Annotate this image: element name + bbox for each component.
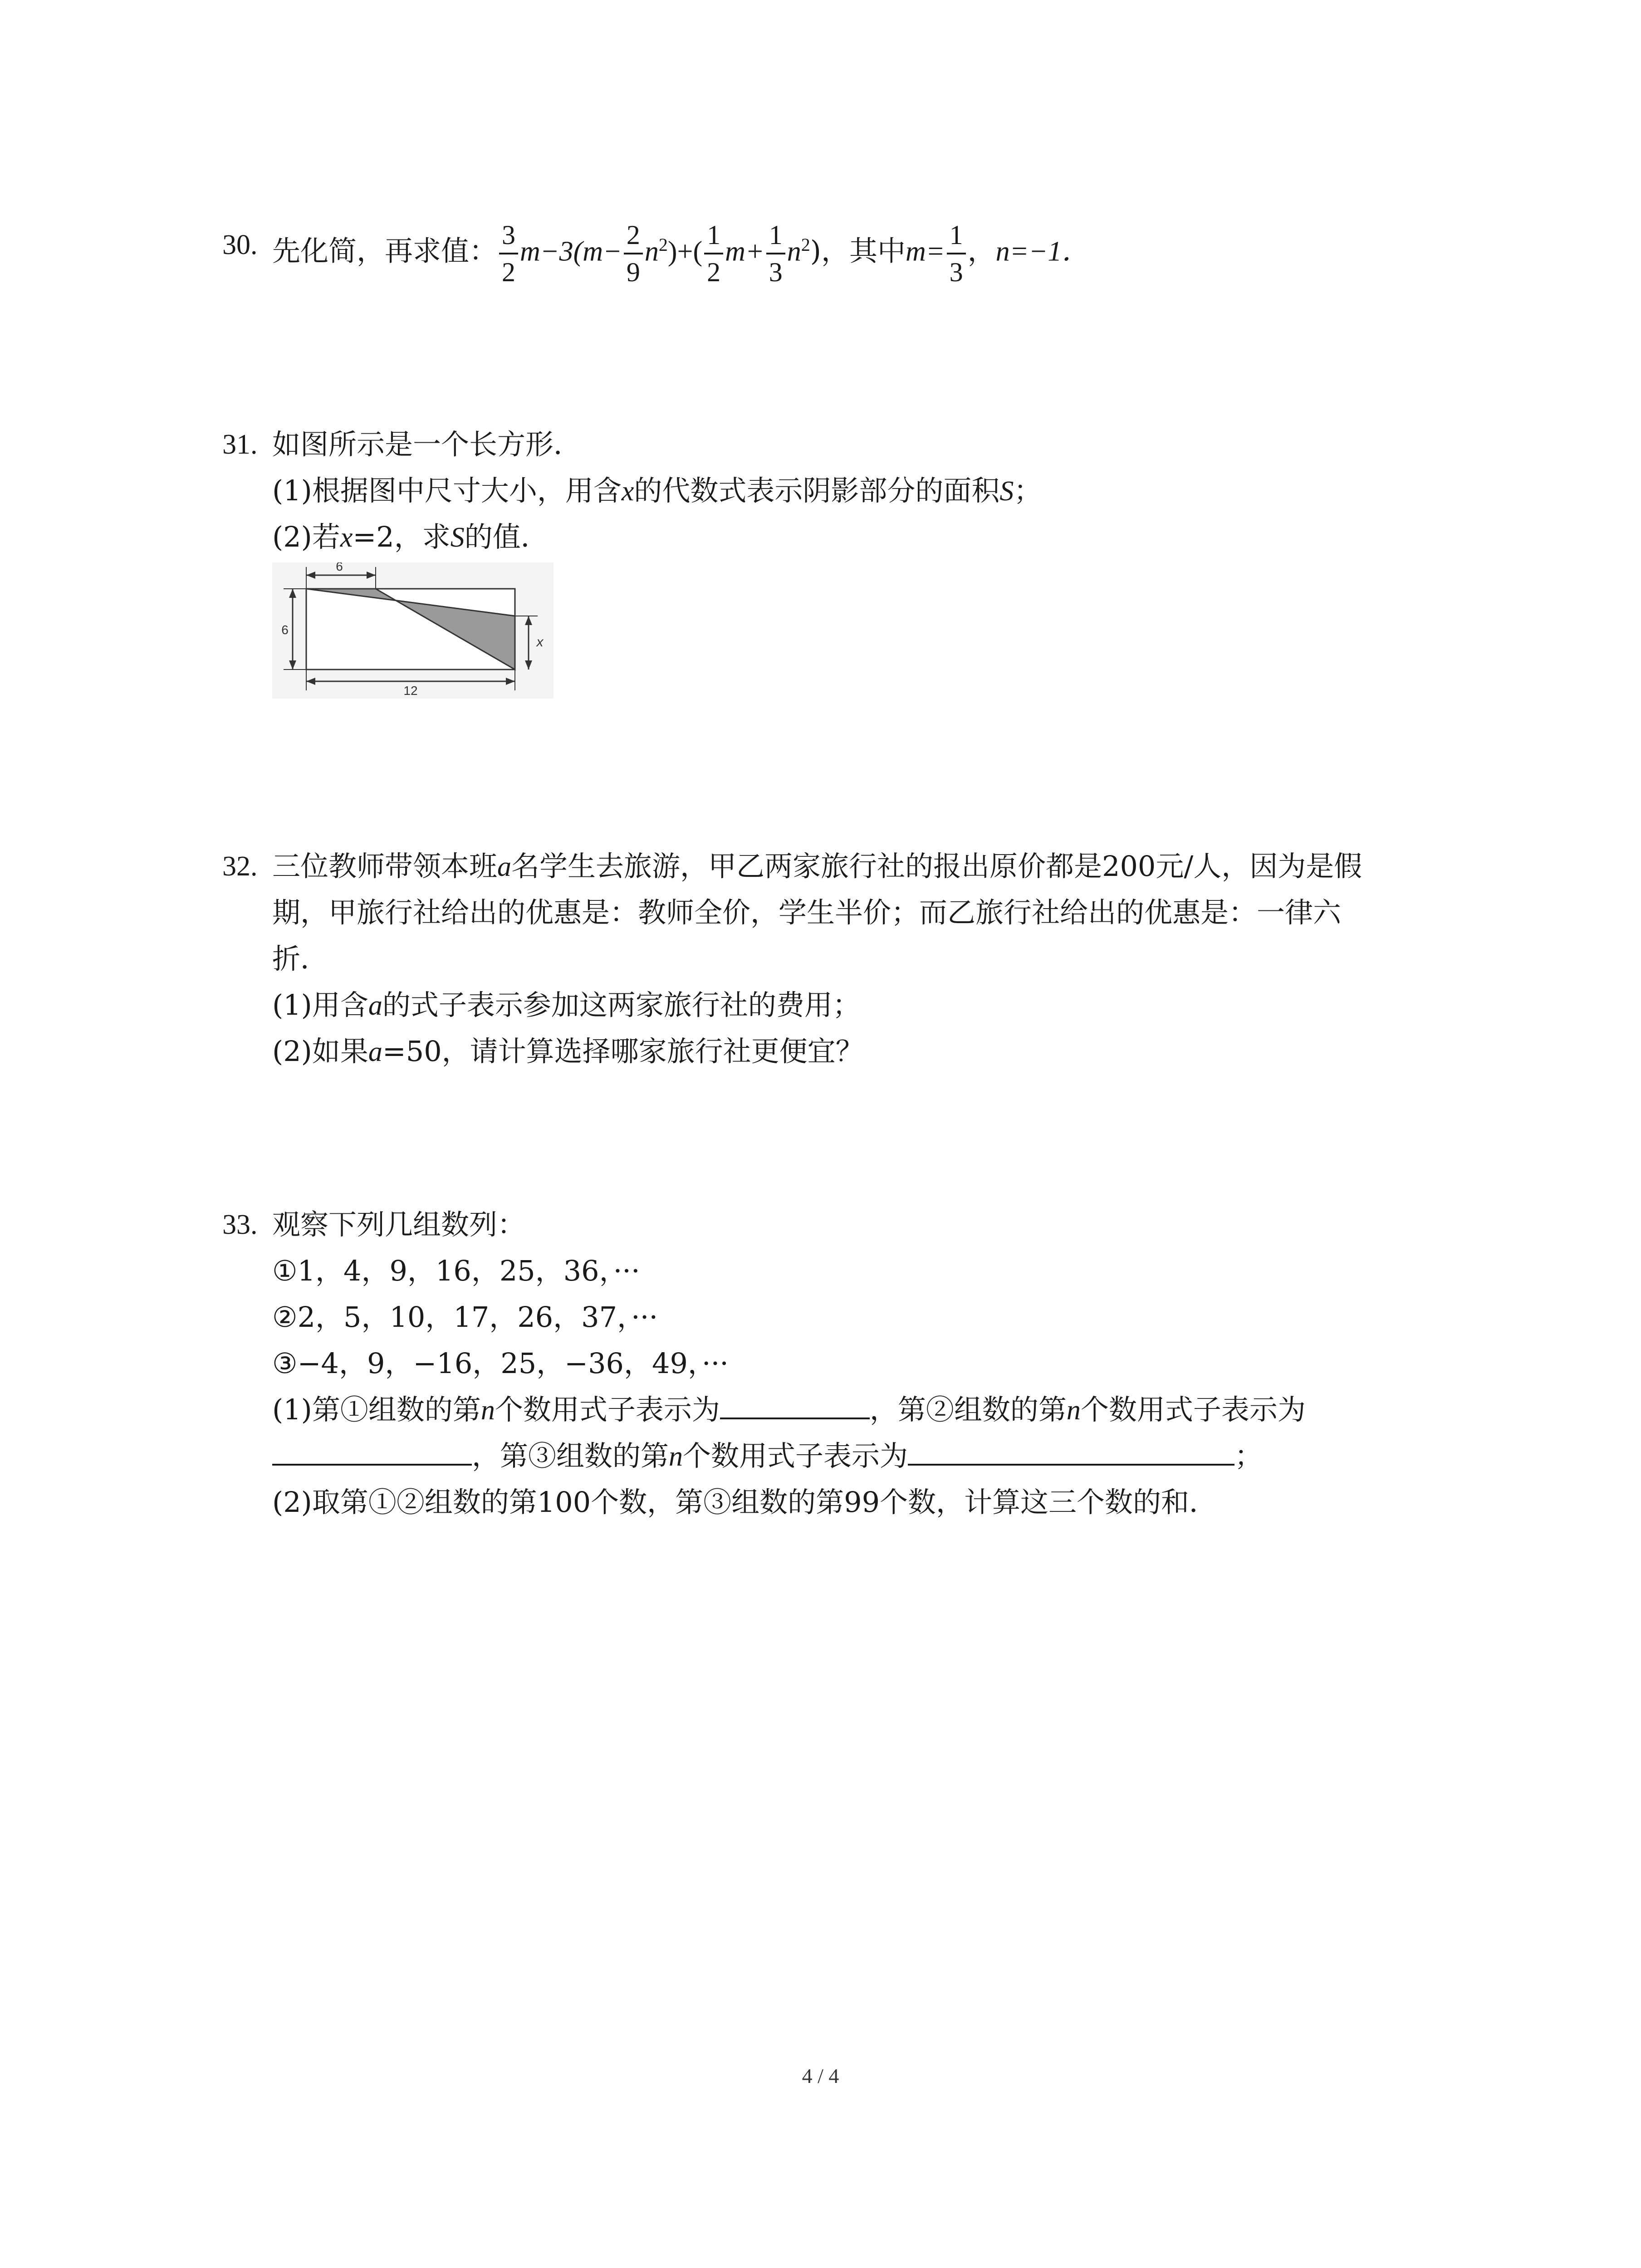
figure-left-label: 6	[281, 623, 289, 637]
q33-part1-line2: ，第③组数的第n个数用式子表示为 ；	[272, 1433, 1263, 1479]
q32-line-2: 期，甲旅行社给出的优惠是：教师全价，学生半价；而乙旅行社给出的优惠是：一律六	[272, 896, 1342, 929]
q30-frac-3: $\frac{1}{2}$	[704, 217, 723, 290]
q31-number: 31.	[222, 429, 258, 460]
q32-line-3: 折．	[272, 942, 329, 975]
q31-part2: (2)若x=2，求S的值．	[272, 520, 549, 553]
q33-sequence-2: ②2，5，10，17，26，37，···	[272, 1300, 658, 1334]
q30-frac-4: $\frac{1}{3}$	[766, 217, 785, 290]
q33-part2: (2)取第①②组数的第100个数，第③组数的第99个数，计算这三个数的和．	[272, 1486, 1218, 1519]
q30-text: 先化简，再求值： $\frac{3}{2}$ m−3(m− $\frac{2}{9}$ $n^2)+$( $\frac{1}{2}$ m+ $\frac{1}{3}$ $n^2$)，其中m= $\frac{1}{3}$ ，n=−1．	[272, 200, 1090, 297]
q31-stem: 如图所示是一个长方形．	[272, 428, 582, 461]
q33-answer-blank-1[interactable]	[720, 1389, 870, 1419]
q32-line-1: 三位教师带领本班a名学生去旅游，甲乙两家旅行社的报出原价都是200元/人，因为是假	[272, 850, 1362, 883]
q33-number: 33.	[222, 1209, 258, 1240]
q32-part1: (1)用含a的式子表示参加这两家旅行社的费用；	[272, 988, 861, 1022]
q30-lead: 先化简，再求值：	[272, 234, 498, 268]
q31-rectangle-figure	[272, 562, 554, 699]
figure-top-label: 6	[336, 562, 343, 573]
q30-frac-1: $\frac{3}{2}$	[499, 217, 518, 290]
q32-number: 32.	[222, 851, 258, 882]
q30-number: 30.	[222, 230, 258, 260]
page-number: 4 / 4	[802, 2064, 839, 2087]
figure-right-label: x	[536, 635, 544, 650]
q33-sequence-1: ①1，4，9，16，25，36，···	[272, 1254, 640, 1287]
q33-answer-blank-3[interactable]	[908, 1436, 1234, 1466]
q31-part1: (1)根据图中尺寸大小，用含x的代数式表示阴影部分的面积S；	[272, 474, 1042, 507]
q32-part2: (2)如果a=50，请计算选择哪家旅行社更便宜？	[272, 1035, 864, 1068]
q33-sequence-3: ③−4，9，−16，25，−36，49，···	[272, 1347, 729, 1380]
figure-bottom-label: 12	[403, 684, 418, 698]
q30-frac-2: $\frac{2}{9}$	[624, 217, 643, 290]
q33-answer-blank-2[interactable]	[272, 1436, 472, 1466]
q30-frac-5: $\frac{1}{3}$	[947, 217, 966, 290]
q33-stem: 观察下列几组数列：	[272, 1208, 526, 1241]
q33-part1-line1: (1)第①组数的第n个数用式子表示为 ，第②组数的第n个数用式子表示为	[272, 1387, 1306, 1433]
